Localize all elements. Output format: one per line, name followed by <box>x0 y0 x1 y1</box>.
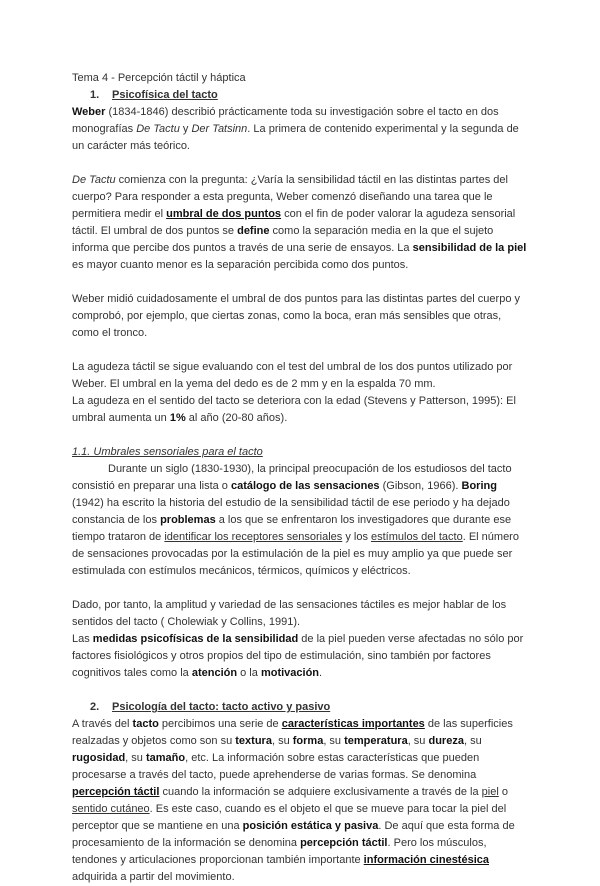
text-run: al año (20-80 años). <box>185 412 288 424</box>
term-atencion: atención <box>191 667 238 679</box>
title-der-tatsinn: Der Tatsinn <box>191 123 248 135</box>
text-run: A través del <box>72 718 133 730</box>
text-run: . Es este caso, cuando es el objeto el que se mueve para tocar la piel del perceptor que se mantiene en una <box>72 803 507 832</box>
term-umbral-dos-puntos: umbral de dos puntos <box>166 208 282 220</box>
text-run: Las <box>72 633 93 645</box>
term-boring: Boring <box>461 480 497 492</box>
text-run: La agudeza en el sentido del tacto se deteriora con la edad (Stevens y Patterson, 1995): El umbral aumenta un <box>72 395 516 424</box>
text-run: percibimos una serie de <box>158 718 282 730</box>
term-percepcion-tactil: percepción táctil <box>72 786 160 798</box>
term-rugosidad: rugosidad <box>72 752 126 764</box>
section-2-title: Psicología del tacto: tacto activo y pasivo <box>112 701 331 713</box>
paragraph-weber-intro <box>72 104 528 155</box>
text-run: (1834-1846) describió prácticamente toda su investigación sobre el tacto en dos monografías <box>72 106 499 135</box>
section-1-title: Psicofísica del tacto <box>112 89 218 101</box>
term-forma: forma <box>292 735 324 747</box>
term-caracteristicas-importantes: características importantes <box>281 718 425 730</box>
section-2-heading <box>72 699 528 716</box>
text-run: es mayor cuanto menor es la separación percibida como dos puntos. <box>72 259 409 271</box>
term-dureza: dureza <box>428 735 464 747</box>
term-estimulos-tacto: estímulos del tacto <box>371 531 463 543</box>
text-run: o <box>498 786 508 798</box>
term-temperatura: temperatura <box>344 735 408 747</box>
term-percepcion-tactil: percepción táctil <box>300 837 388 849</box>
section-1-number: 1. <box>90 89 100 101</box>
term-tamano: tamaño <box>145 752 186 764</box>
text-run: . El número de sensaciones provocadas por la estimulación de la piel es muy amplio ya que puede ser estimulada con estímulos mecánicos, térmicos, químicos y eléctricos. <box>72 531 519 577</box>
term-motivacion: motivación <box>260 667 320 679</box>
text-run: de las superficies realzadas y objetos como son su <box>72 718 513 747</box>
term-sensibilidad-piel: sensibilidad de la piel <box>412 242 527 254</box>
text-run: como la separación media en la que el sujeto informa que percibe dos puntos a través de una serie de ensayos. La <box>72 225 494 254</box>
text-run: y <box>179 123 192 135</box>
paragraph-de-tactu <box>72 172 528 274</box>
paragraph-agudeza-test: La agudeza táctil se sigue evaluando con el test del umbral de los dos puntos utilizado por Weber. El umbral en la yema del dedo es de 2 mm y en la espalda 70 mm. <box>72 361 513 390</box>
title-de-tactu: De Tactu <box>136 123 180 135</box>
paragraph-gap <box>72 342 528 359</box>
text-run: y los <box>342 531 371 543</box>
document-title: Tema 4 - Percepción táctil y háptica <box>72 72 246 84</box>
section-1-heading <box>72 87 528 104</box>
text-run: . La primera de contenido experimental y la segunda de un carácter más teórico. <box>72 123 519 152</box>
text-run: con el fin de poder valorar la agudeza sensorial táctil. El umbral de dos puntos se <box>72 208 516 237</box>
term-problemas: problemas <box>160 514 216 526</box>
term-tacto: tacto <box>132 718 159 730</box>
term-textura: textura <box>235 735 272 747</box>
text-run: , etc. La información sobre estas características que pueden procesarse a través del tacto, puede aprehenderse de varias formas. Se denomina <box>72 752 480 781</box>
paragraph-gap <box>72 682 528 699</box>
subsection-1-1-heading: 1.1. Umbrales sensoriales para el tacto <box>72 446 263 458</box>
text-run: o la <box>237 667 261 679</box>
document-page <box>72 70 528 886</box>
paragraph-gap <box>72 274 528 291</box>
term-posicion-estatica: posición estática y pasiva <box>242 820 379 832</box>
text-run: , su <box>323 735 345 747</box>
text-run: , su <box>271 735 293 747</box>
term-medidas-psicofisicas: medidas psicofísicas de la sensibilidad <box>92 633 299 645</box>
text-run: . Pero los músculos, tendones y articulaciones proporcionan también importante <box>72 837 487 866</box>
text-run: Durante un siglo (1830-1930), la principal preocupación de los estudiosos del tacto consistió en preparar una lista o <box>72 463 512 492</box>
paragraph-weber-midio: Weber midió cuidadosamente el umbral de dos puntos para las distintas partes del cuerpo y comprobó, por ejemplo, que ciertas zonas, como la boca, eran más sensibles que otras, como el tronco. <box>72 293 520 339</box>
title-de-tactu: De Tactu <box>72 174 116 186</box>
paragraph-medidas <box>72 631 528 682</box>
section-2-number: 2. <box>90 701 100 713</box>
paragraph-agudeza-edad <box>72 393 528 427</box>
term-informacion-cinestesica: información cinestésica <box>363 854 489 866</box>
text-run: a los que se enfrentaron los investigadores que durante ese tiempo trataron de <box>72 514 512 543</box>
paragraph-tacto <box>72 716 528 886</box>
term-sentido-cutaneo: sentido cutáneo <box>72 803 150 815</box>
paragraph-amplitud: Dado, por tanto, la amplitud y variedad de las sensaciones táctiles es mejor hablar de los sentidos del tacto ( Cholewiak y Collins, 1991). <box>72 599 507 628</box>
text-run: de la piel pueden verse afectadas no sólo por factores fisiológicos y otros propios del tipo de estimulación, sino también por factores cognitivos tales como la <box>72 633 524 679</box>
term-piel: piel <box>481 786 499 798</box>
term-define: define <box>237 225 270 237</box>
term-catalogo-sensaciones: catálogo de las sensaciones <box>230 480 380 492</box>
text-run: , su <box>407 735 429 747</box>
text-run: , su <box>463 735 482 747</box>
text-run: . <box>319 667 323 679</box>
paragraph-gap <box>72 580 528 597</box>
term-weber: Weber <box>72 106 106 118</box>
term-uno-por-ciento: 1% <box>169 412 186 424</box>
text-run: cuando la información se adquiere exclusivamente a través de la <box>159 786 482 798</box>
text-run: adquirida a partir del movimiento. <box>72 871 235 883</box>
term-identificar-receptores: identificar los receptores sensoriales <box>164 531 343 543</box>
text-run: (1942) ha escrito la historia del estudio de la sensibilidad táctil de ese periodo y ha dejado constancia de los <box>72 497 510 526</box>
text-run: , su <box>125 752 146 764</box>
paragraph-umbrales <box>72 461 528 580</box>
text-run: . De aquí que esta forma de procesamiento de la información se denomina <box>72 820 515 849</box>
paragraph-gap <box>72 427 528 444</box>
text-run: (Gibson, 1966). <box>379 480 462 492</box>
paragraph-gap <box>72 155 528 172</box>
text-run: comienza con la pregunta: ¿Varía la sensibilidad táctil en las distintas partes del cuerpo? Para responder a esta pregunta, Weber comenzó diseñando una tarea que le permitiera medir el <box>72 174 508 220</box>
